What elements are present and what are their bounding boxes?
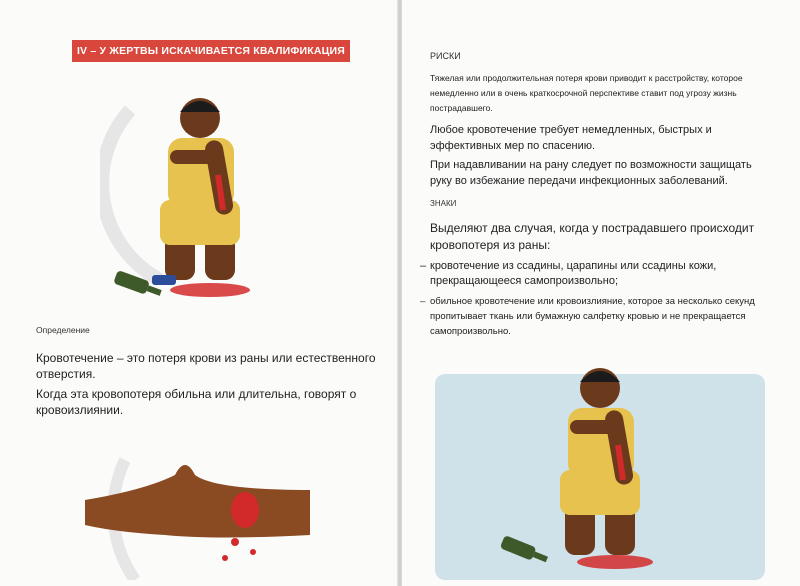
risks-paragraph-2: Любое кровотечение требует немедленных, быстрых и эффективных мер по спасению.	[430, 124, 712, 152]
injured-man-illustration-2	[500, 350, 700, 580]
signs-intro: Выделяют два случая, когда у пострадавшего происходит кровопотеря из раны:	[430, 221, 755, 252]
definition-paragraph-1: Кровотечение – это потеря крови из раны или естественного отверстия.	[36, 351, 376, 381]
definition-paragraph-2: Когда эта кровопотеря обильна или длительна, говорят о кровоизлиянии.	[36, 387, 357, 417]
bleeding-arm-illustration	[85, 440, 310, 580]
injured-man-illustration	[100, 80, 300, 305]
risks-paragraph-3: При надавливании на рану следует по возможности защищать руку во избежание передачи инфекционных заболеваний.	[430, 159, 752, 187]
signs-label: ЗНАКИ	[430, 199, 457, 208]
signs-bullet-2: – обильное кровотечение или кровоизлияние, которое за несколько секунд пропитывает ткань или бумажную салфетку кровью и не прекращается самопроизвольно.	[430, 294, 775, 339]
risks-label: РИСКИ	[430, 51, 461, 61]
signs-bullet-1: – кровотечение из ссадины, царапины или ссадины кожи, прекращающееся самопроизвольно;	[430, 259, 775, 289]
risks-paragraph-1: Тяжелая или продолжительная потеря крови приводит к расстройству, которое немедленно или в очень краткосрочной перспективе ставит под угрозу жизнь пострадавшего.	[430, 73, 743, 113]
chapter-banner: IV – У ЖЕРТВЫ ИСКАЧИВАЕТСЯ КВАЛИФИКАЦИЯ	[72, 40, 350, 62]
left-page	[0, 0, 398, 586]
definition-label: Определение	[36, 325, 90, 335]
